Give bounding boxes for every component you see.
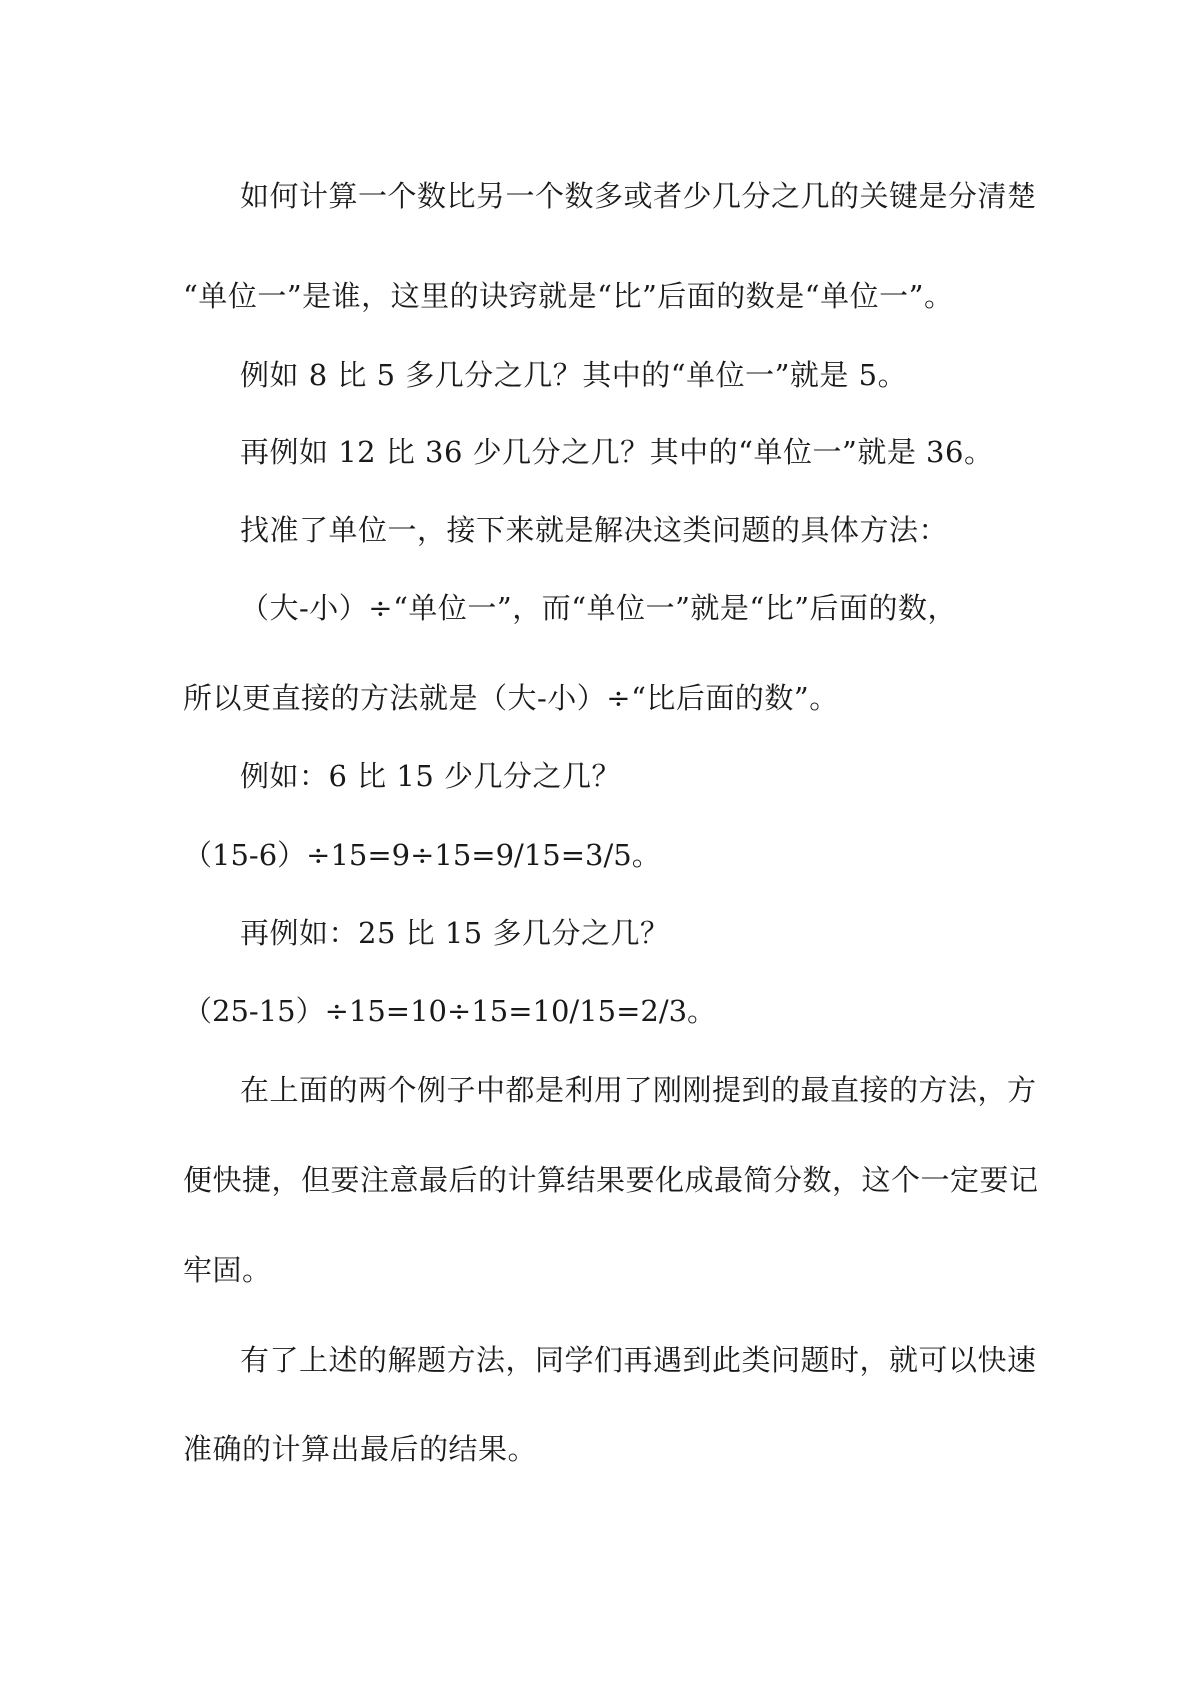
paragraph-line: 如何计算一个数比另一个数多或者少几分之几的关键是分清楚 — [240, 179, 1037, 213]
paragraph-line: 有了上述的解题方法，同学们再遇到此类问题时，就可以快速 — [240, 1343, 1037, 1377]
paragraph-line: 在上面的两个例子中都是利用了刚刚提到的最直接的方法，方 — [240, 1073, 1037, 1107]
formula-line: （25-15）÷15=10÷15=10/15=2/3。 — [183, 994, 717, 1028]
paragraph-line: 准确的计算出最后的结果。 — [183, 1432, 538, 1466]
paragraph-line: （大-小）÷“单位一”，而“单位一”就是“比”后面的数， — [240, 591, 958, 625]
paragraph-line: 再例如：25 比 15 多几分之几？ — [240, 916, 670, 950]
formula-line: （15-6）÷15=9÷15=9/15=3/5。 — [183, 838, 661, 872]
paragraph-line: 再例如 12 比 36 少几分之几？其中的“单位一”就是 36。 — [240, 435, 994, 469]
paragraph-line: 牢固。 — [183, 1253, 272, 1287]
paragraph-line: 所以更直接的方法就是（大-小）÷“比后面的数”。 — [183, 681, 839, 715]
paragraph-line: 例如 8 比 5 多几分之几？其中的“单位一”就是 5。 — [240, 358, 908, 392]
paragraph-line: “单位一”是谁，这里的诀窍就是“比”后面的数是“单位一”。 — [183, 279, 954, 313]
paragraph-line: 找准了单位一，接下来就是解决这类问题的具体方法： — [240, 513, 949, 547]
paragraph-line: 例如：6 比 15 少几分之几？ — [240, 759, 622, 793]
paragraph-line: 便快捷，但要注意最后的计算结果要化成最简分数，这个一定要记 — [183, 1163, 1039, 1197]
